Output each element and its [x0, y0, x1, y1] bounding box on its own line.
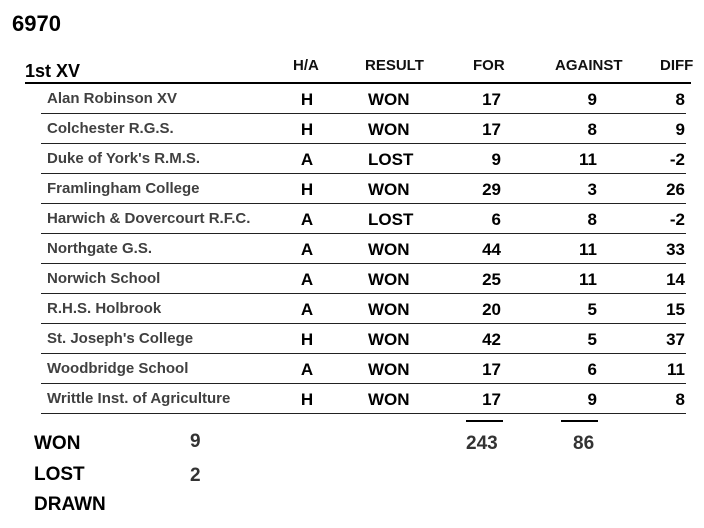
home-away-cell: H [300, 90, 314, 109]
points-against-cell: 5 [587, 300, 597, 319]
table-row [0, 294, 704, 324]
points-against-cell: 9 [587, 90, 597, 109]
header-ha: H/A [293, 57, 319, 74]
points-against-cell: 6 [587, 360, 597, 379]
points-against-cell: 8 [587, 120, 597, 139]
result-cell: LOST [368, 210, 414, 229]
header-diff: DIFF [660, 57, 694, 74]
table-row [0, 174, 704, 204]
points-diff-cell: -2 [669, 150, 685, 169]
points-diff-cell: 37 [666, 330, 685, 349]
header-for: FOR [473, 57, 505, 74]
result-cell: LOST [368, 150, 414, 169]
home-away-cell: A [300, 210, 314, 229]
points-diff-cell: 15 [666, 300, 685, 319]
total-against: 86 [573, 433, 595, 454]
opponent-cell: Duke of York's R.M.S. [47, 150, 201, 167]
points-against-cell: 11 [579, 150, 597, 169]
home-away-cell: H [300, 330, 314, 349]
results-table [0, 84, 704, 414]
home-away-cell: H [300, 390, 314, 409]
result-cell: WON [368, 90, 410, 109]
home-away-cell: A [300, 300, 314, 319]
result-cell: WON [368, 240, 410, 259]
points-for-cell: 9 [491, 150, 501, 169]
won-count: 9 [190, 431, 201, 452]
opponent-cell: Framlingham College [47, 180, 200, 197]
home-away-cell: A [300, 270, 314, 289]
result-cell: WON [368, 120, 410, 139]
points-for-cell: 44 [482, 240, 501, 259]
table-row [0, 84, 704, 114]
opponent-cell: R.H.S. Holbrook [47, 300, 162, 317]
points-diff-cell: 14 [666, 270, 685, 289]
opponent-cell: Alan Robinson XV [47, 90, 178, 107]
table-row [0, 234, 704, 264]
opponent-cell: Norwich School [47, 270, 161, 287]
points-diff-cell: 8 [675, 90, 685, 109]
points-for-cell: 17 [482, 360, 501, 379]
points-diff-cell: 8 [675, 390, 685, 409]
opponent-cell: Writtle Inst. of Agriculture [47, 390, 231, 407]
result-cell: WON [368, 270, 410, 289]
result-cell: WON [368, 180, 410, 199]
team-title: 1st XV [25, 61, 81, 81]
drawn-label: DRAWN [34, 494, 106, 515]
points-diff-cell: 33 [666, 240, 685, 259]
result-cell: WON [368, 330, 410, 349]
total-for: 243 [466, 433, 498, 454]
header-against: AGAINST [555, 57, 623, 74]
opponent-cell: Woodbridge School [47, 360, 189, 377]
table-row [0, 324, 704, 354]
home-away-cell: A [300, 150, 314, 169]
points-diff-cell: -2 [669, 210, 685, 229]
points-for-cell: 6 [491, 210, 501, 229]
row-divider [41, 413, 686, 414]
points-for-cell: 42 [482, 330, 501, 349]
home-away-cell: A [300, 360, 314, 379]
points-for-cell: 17 [482, 120, 501, 139]
total-for-rule [466, 420, 503, 422]
lost-label: LOST [34, 464, 85, 485]
season-year: 6970 [12, 11, 61, 36]
opponent-cell: Northgate G.S. [47, 240, 153, 257]
home-away-cell: H [300, 180, 314, 199]
points-diff-cell: 26 [666, 180, 685, 199]
table-row [0, 144, 704, 174]
header-result: RESULT [365, 57, 424, 74]
result-cell: WON [368, 390, 410, 409]
points-for-cell: 29 [482, 180, 501, 199]
result-cell: WON [368, 300, 410, 319]
points-against-cell: 5 [587, 330, 597, 349]
points-for-cell: 17 [482, 390, 501, 409]
table-row [0, 204, 704, 234]
table-row [0, 264, 704, 294]
home-away-cell: A [300, 240, 314, 259]
points-diff-cell: 9 [675, 120, 685, 139]
points-for-cell: 17 [482, 90, 501, 109]
points-against-cell: 11 [579, 270, 597, 289]
home-away-cell: H [300, 120, 314, 139]
points-against-cell: 8 [587, 210, 597, 229]
table-row [0, 384, 704, 414]
points-against-cell: 9 [587, 390, 597, 409]
table-row [0, 354, 704, 384]
won-label: WON [34, 433, 81, 454]
opponent-cell: Colchester R.G.S. [47, 120, 174, 137]
total-against-rule [561, 420, 598, 422]
table-row [0, 114, 704, 144]
points-against-cell: 11 [579, 240, 597, 259]
opponent-cell: St. Joseph's College [47, 330, 194, 347]
lost-count: 2 [190, 465, 201, 486]
points-against-cell: 3 [587, 180, 597, 199]
opponent-cell: Harwich & Dovercourt R.F.C. [47, 210, 251, 227]
points-diff-cell: 11 [667, 360, 685, 379]
points-for-cell: 25 [482, 270, 501, 289]
points-for-cell: 20 [482, 300, 501, 319]
result-cell: WON [368, 360, 410, 379]
